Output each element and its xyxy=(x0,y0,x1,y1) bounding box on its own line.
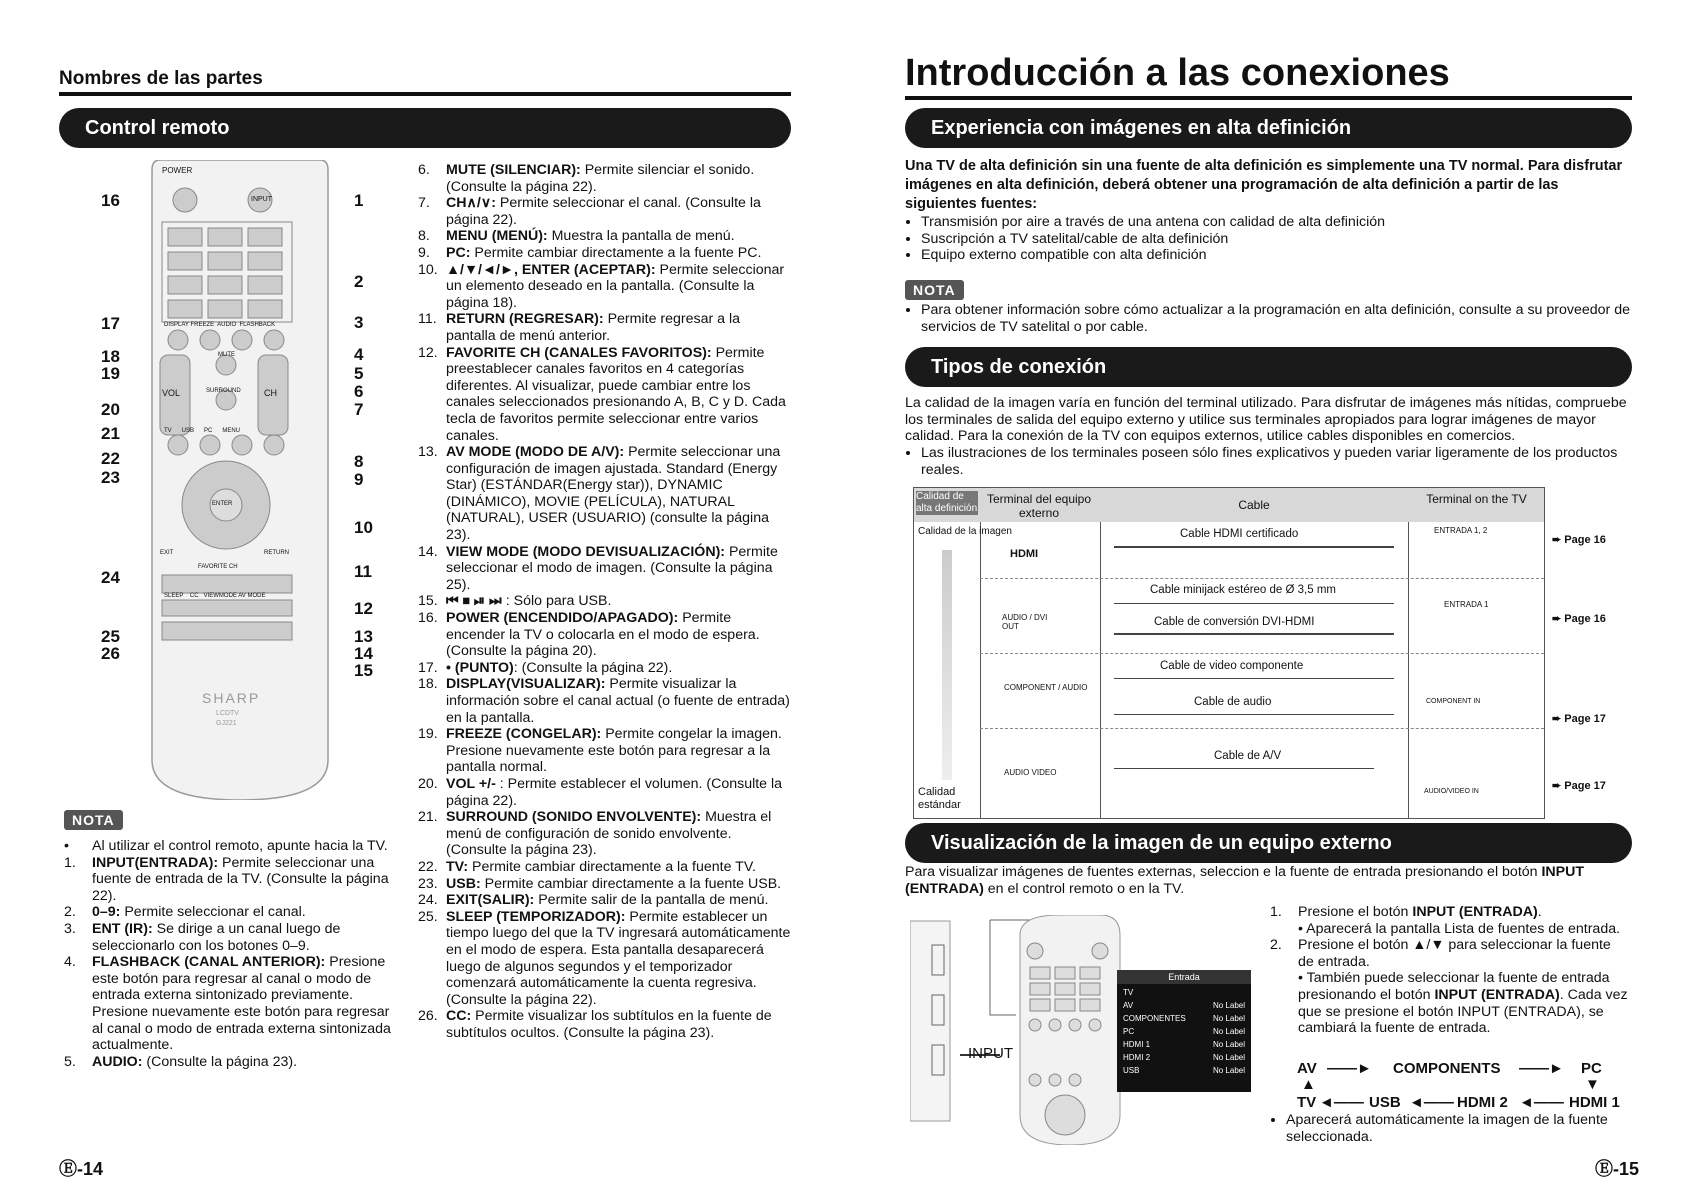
callout-4: 4 xyxy=(354,345,364,364)
menu-item[interactable]: TV xyxy=(1123,988,1134,997)
nota-label-left: NOTA xyxy=(64,810,123,830)
list2-item: 11. RETURN (REGRESAR): Permite regresar a la pantalla de menú anterior. xyxy=(418,311,741,344)
list1-item: 3. ENT (IR): Se dirige a un canal luego de seleccionarlo con los botones 0–9. xyxy=(64,920,341,954)
list2-item: 10. ▲/▼/◄/►, ENTER (ACEPTAR): Permite seleccionar un elemento deseado en la pantalla. (Consulte la página 18). xyxy=(418,261,785,311)
callout-15: 15 xyxy=(354,661,373,680)
row1-ext: HDMI xyxy=(1010,548,1039,560)
callout-20: 20 xyxy=(101,400,120,419)
remote-ch-label: CH xyxy=(264,388,277,398)
nota-bullet-left: • Al utilizar el control remoto, apunte hacia la TV. xyxy=(64,838,388,854)
menu-item[interactable]: COMPONENTES No Label xyxy=(1123,1014,1245,1023)
remote-brand-logo: SHARP xyxy=(202,690,261,706)
list2-item: 15. ⏮ ⏹ ⏯ ⏭ : Sólo para USB. xyxy=(418,593,612,610)
callout-7: 7 xyxy=(354,400,364,419)
list2-item: 20. VOL +/- : Permite establecer el volumen. (Consulte la página 22). xyxy=(418,775,783,809)
callout-23: 23 xyxy=(101,468,120,487)
vis-paragraph: Para visualizar imágenes de fuentes externas, seleccion e la fuente de entrada presionando el botón INPUT (ENTRADA) en el control remoto o en la TV. xyxy=(905,864,1585,897)
connection-table xyxy=(913,487,1545,819)
input-callout-label: INPUT xyxy=(968,1045,1013,1062)
pill-alta-definicion: Experiencia con imágenes en alta definición xyxy=(905,108,1632,148)
remote-illustration xyxy=(150,160,330,800)
list2-item: 12. FAVORITE CH (CANALES FAVORITOS): Permite preestablecer canales favoritos en 4 categorías diferentes. Al visualizar, puede cambiar entre los canales seleccionados presionando A, B, C y D. Cada tecla de favoritos permite seleccionar entre varios canales. xyxy=(418,344,786,444)
page-number-right: Ⓔ-15 xyxy=(1595,1159,1640,1179)
menu-item[interactable]: PC No Label xyxy=(1123,1027,1245,1036)
callout-24: 24 xyxy=(101,568,120,587)
remote-exit-label: EXIT xyxy=(160,550,174,556)
quality-top: Calidad de la imagen xyxy=(918,526,1012,537)
header-rule-left xyxy=(59,92,791,96)
row1-cable: Cable HDMI certificado xyxy=(1180,528,1299,540)
menu-item[interactable]: AV No Label xyxy=(1123,1001,1245,1010)
row3-tv: COMPONENT IN xyxy=(1426,698,1481,705)
cycle-hdmi1: HDMI 1 xyxy=(1569,1094,1620,1111)
cycle-pc: PC xyxy=(1581,1060,1602,1077)
cycle-usb: USB xyxy=(1369,1094,1401,1111)
menu-item[interactable]: USB No Label xyxy=(1123,1066,1245,1075)
list2-item: 25. SLEEP (TEMPORIZADOR): Permite establecer un tiempo luego del que la TV ingresará automáticamente en el modo de espera. Esta pantalla desaparecerá luego de algunos segundos y el temporizador comenzará automáticamente la cuenta regresiva. (Consulte la página 22). xyxy=(418,908,791,1008)
callout-3: 3 xyxy=(354,313,364,332)
callout-6: 6 xyxy=(354,382,364,401)
list2-item: 17. • (PUNTO): (Consulte la página 22). xyxy=(418,659,673,676)
callout-22: 22 xyxy=(101,449,120,468)
list2-item: 22. TV: Permite cambiar directamente a la fuente TV. xyxy=(418,858,756,875)
th-calidad: Calidad de alta definición xyxy=(916,491,978,514)
left-list-1 xyxy=(64,838,404,1070)
menu-title: Entrada xyxy=(1117,970,1251,984)
list2-item: 9. PC: Permite cambiar directamente a la fuente PC. xyxy=(418,244,762,261)
row2-cable2: Cable de conversión DVI-HDMI xyxy=(1154,616,1315,628)
page-title-right: Introducción a las conexiones xyxy=(905,52,1450,94)
hd-bullets xyxy=(905,214,1630,264)
row4-cable: Cable de A/V xyxy=(1214,750,1282,762)
callout-17: 17 xyxy=(101,314,120,333)
callout-19: 19 xyxy=(101,364,120,383)
conn-paragraph: La calidad de la imagen varía en función del terminal utilizado. Para disfrutar de imágenes más nítidas, compruebe los terminales de salida del equipo externo y utilice sus terminales apropiados para lograr imágenes de mayor calidad. Para la conexión de la TV con equipos externos, utilice cables disponibles en comercios. xyxy=(905,395,1627,445)
callout-14: 14 xyxy=(354,644,373,663)
step-item: 2. Presione el botón ▲/▼ para seleccionar la fuente de entrada. xyxy=(1270,937,1611,970)
step-item: • Aparecerá la pantalla Lista de fuentes de entrada. xyxy=(1298,920,1621,937)
remote-model2: GJ221 xyxy=(216,720,237,727)
callout-9: 9 xyxy=(354,470,364,489)
list1-item: 5. AUDIO: (Consulte la página 23). xyxy=(64,1053,298,1070)
remote-power-label: POWER xyxy=(162,166,193,175)
list2-item: 14. VIEW MODE (MODO DEVISUALIZACIÓN): Permite seleccionar el modo de imagen. (Consulte la página 25). xyxy=(418,543,778,593)
callout-18: 18 xyxy=(101,347,120,366)
page-ref-4: ➨ Page 17 xyxy=(1552,780,1606,792)
page-ref-2: ➨ Page 16 xyxy=(1552,613,1606,625)
conn-bullet xyxy=(905,445,1630,478)
list2-item: 6. MUTE (SILENCIAR): Permite silenciar el sonido. (Consulte la página 22). xyxy=(418,162,755,195)
callout-16: 16 xyxy=(101,191,120,210)
callout-5: 5 xyxy=(354,364,364,383)
remote-mute-label: MUTE xyxy=(218,352,235,358)
pill-tipos-conexion: Tipos de conexión xyxy=(905,347,1632,387)
conn-bullet-item: • Las ilustraciones de los terminales poseen sólo fines explicativos y pueden variar ligeramente de los productos reales. xyxy=(921,445,1630,478)
list1-item: 4. FLASHBACK (CANAL ANTERIOR): Presione este botón para regresar al canal o modo de entrada externa sintonizado previamente. Presione nuevamente este botón para regresar al canal o modo de entrada externa sintonizada actualmente. xyxy=(64,954,391,1054)
row2-tv: ENTRADA 1 xyxy=(1444,600,1489,609)
row1-tv: ENTRADA 1, 2 xyxy=(1434,526,1488,535)
list2-item: 21. SURROUND (SONIDO ENVOLVENTE): Muestra el menú de configuración de sonido envolvente. (Consulte la página 23). xyxy=(418,809,772,859)
remote-tv-usb-pc-menu: TV USB PC MENU xyxy=(164,428,241,434)
remote-vol-label: VOL xyxy=(162,388,181,398)
list1-item: 1. INPUT(ENTRADA): Permite seleccionar una fuente de entrada de la TV. (Consulte la página 22). xyxy=(64,854,389,904)
th-terminal-tv: Terminal on the TV xyxy=(1426,492,1527,506)
nota-text-right xyxy=(905,302,1630,335)
remote-row-labels: DISPLAY FREEZE AUDIO FLASHBACK xyxy=(164,322,276,328)
list2-item: 24. EXIT(SALIR): Permite salir de la pantalla de menú. xyxy=(418,892,769,909)
remote-enter-label: ENTER xyxy=(212,501,233,507)
nota-badge-left xyxy=(64,810,123,830)
callout-8: 8 xyxy=(354,452,364,471)
section-header-left: Nombres de las partes xyxy=(59,68,263,89)
final-bullet-item: • Aparecerá automáticamente la imagen de la fuente seleccionada. xyxy=(1286,1112,1630,1145)
remote-model1: LCDTV xyxy=(216,710,239,717)
input-cycle-diagram: AV ——► COMPONENTS ——► PC ▲ ▼ TV ◄—— USB ◄—— HDMI 2 ◄—— HDMI 1 xyxy=(1297,1060,1620,1111)
menu-item[interactable]: HDMI 2 No Label xyxy=(1123,1053,1245,1062)
remote-sleep-row: SLEEP CC VIEWMODE AV MODE xyxy=(164,593,266,599)
th-terminal-ext: Terminal del equipo externo xyxy=(986,492,1092,520)
callout-2: 2 xyxy=(354,272,364,291)
th-cable: Cable xyxy=(1238,498,1270,512)
cycle-av: AV xyxy=(1297,1060,1317,1077)
input-source-menu xyxy=(1117,970,1251,1092)
list2-item: 18. DISPLAY(VISUALIZAR): Permite visualizar la información sobre el canal actual (o fuente de entrada) en la pantalla. xyxy=(418,676,790,726)
steps xyxy=(1270,904,1630,1037)
list2-item: 8. MENU (MENÚ): Muestra la pantalla de menú. xyxy=(418,228,735,245)
header-rule-right xyxy=(905,96,1632,100)
row4-tv: AUDIO/VIDEO IN xyxy=(1424,788,1479,795)
nota-label-right: NOTA xyxy=(905,280,964,300)
cycle-hdmi2: HDMI 2 xyxy=(1457,1094,1508,1111)
list2-item: 19. FREEZE (CONGELAR): Permite congelar la imagen. Presione nuevamente este botón para regresar a la pantalla normal. xyxy=(418,726,782,776)
step-item: 1. Presione el botón INPUT (ENTRADA). xyxy=(1270,904,1542,920)
page-ref-3: ➨ Page 17 xyxy=(1552,713,1606,725)
cycle-components: COMPONENTS xyxy=(1393,1060,1501,1077)
row3-ext: COMPONENT / AUDIO xyxy=(1004,683,1088,692)
cycle-tv: TV xyxy=(1297,1094,1317,1111)
remote-input-label: INPUT xyxy=(251,196,272,203)
quality-bottom: Calidad estándar xyxy=(918,786,961,811)
callout-12: 12 xyxy=(354,599,373,618)
callout-10: 10 xyxy=(354,518,373,537)
hd-bullet-3: • Equipo externo compatible con alta definición xyxy=(921,247,1630,264)
left-list-2 xyxy=(418,162,792,1041)
row3-cable: Cable de video componente xyxy=(1160,660,1304,672)
list1-item: 2. 0–9: Permite seleccionar el canal. xyxy=(64,904,306,921)
list2-item: 16. POWER (ENCENDIDO/APAGADO): Permite encender la TV o colocarla en el modo de espera. (Consulte la página 20). xyxy=(418,610,760,660)
row3-cable2: Cable de audio xyxy=(1194,696,1272,708)
remote-surround-label: SURROUND xyxy=(206,388,241,394)
menu-item[interactable]: HDMI 1 No Label xyxy=(1123,1040,1245,1049)
list2-item: 26. CC: Permite visualizar los subtítulos en la fuente de subtítulos ocultos. (Consulte la página 23). xyxy=(418,1008,772,1041)
final-bullet xyxy=(1270,1112,1630,1145)
remote-return-label: RETURN xyxy=(264,550,289,556)
page-ref-1: ➨ Page 16 xyxy=(1552,534,1606,546)
callout-26: 26 xyxy=(101,644,120,663)
list2-item: 23. USB: Permite cambiar directamente a la fuente USB. xyxy=(418,875,782,892)
callout-21: 21 xyxy=(101,424,120,443)
callout-13: 13 xyxy=(354,627,373,646)
nota-badge-right xyxy=(905,280,964,300)
remote-favorite-label: FAVORITE CH xyxy=(198,564,238,570)
pill-visualizacion: Visualización de la imagen de un equipo externo xyxy=(905,823,1632,863)
list2-item: 13. AV MODE (MODO DE A/V): Permite seleccionar una configuración de imagen ajustada. Standard (Energy Star) (ESTÁNDAR(Energy star)), DYNAMIC (DINÁMICO), MOVIE (PELÍCULA), NATURAL (NATURAL), USER (USUARIO) (consulte la página 23). xyxy=(418,444,781,544)
callout-11: 11 xyxy=(354,562,372,581)
quality-arrow xyxy=(942,550,952,780)
pill-control-remoto: Control remoto xyxy=(59,108,791,148)
hd-intro: Una TV de alta definición sin una fuente de alta definición es simplemente una TV normal. Para disfrutar imágenes en alta definición, deberá obtener una programación de alta definición a partir de las siguientes fuentes: xyxy=(905,158,1623,212)
nota-text-item: • Para obtener información sobre cómo actualizar a la programación en alta definición, consulte a su proveedor de servicios de TV satelital o por cable. xyxy=(921,302,1630,335)
page-number-left: Ⓔ-14 xyxy=(59,1159,104,1179)
step-item: • También puede seleccionar la fuente de entrada presionando el botón INPUT (ENTRADA). Cada vez que se presione el botón INPUT (ENTRADA), se cambiará la fuente de entrada. xyxy=(1298,970,1628,1037)
callout-1: 1 xyxy=(354,191,364,210)
callout-25: 25 xyxy=(101,627,120,646)
hd-bullet-1: • Transmisión por aire a través de una antena con calidad de alta definición xyxy=(921,214,1630,231)
row2-ext: AUDIO / DVI OUT xyxy=(1002,613,1048,631)
list2-item: 7. CH∧/∨: Permite seleccionar el canal. (Consulte la página 22). xyxy=(418,195,761,228)
hd-bullet-2: • Suscripción a TV satelital/cable de alta definición xyxy=(921,231,1630,248)
row4-ext: AUDIO VIDEO xyxy=(1004,768,1057,777)
row2-cable: Cable minijack estéreo de Ø 3,5 mm xyxy=(1150,584,1336,596)
